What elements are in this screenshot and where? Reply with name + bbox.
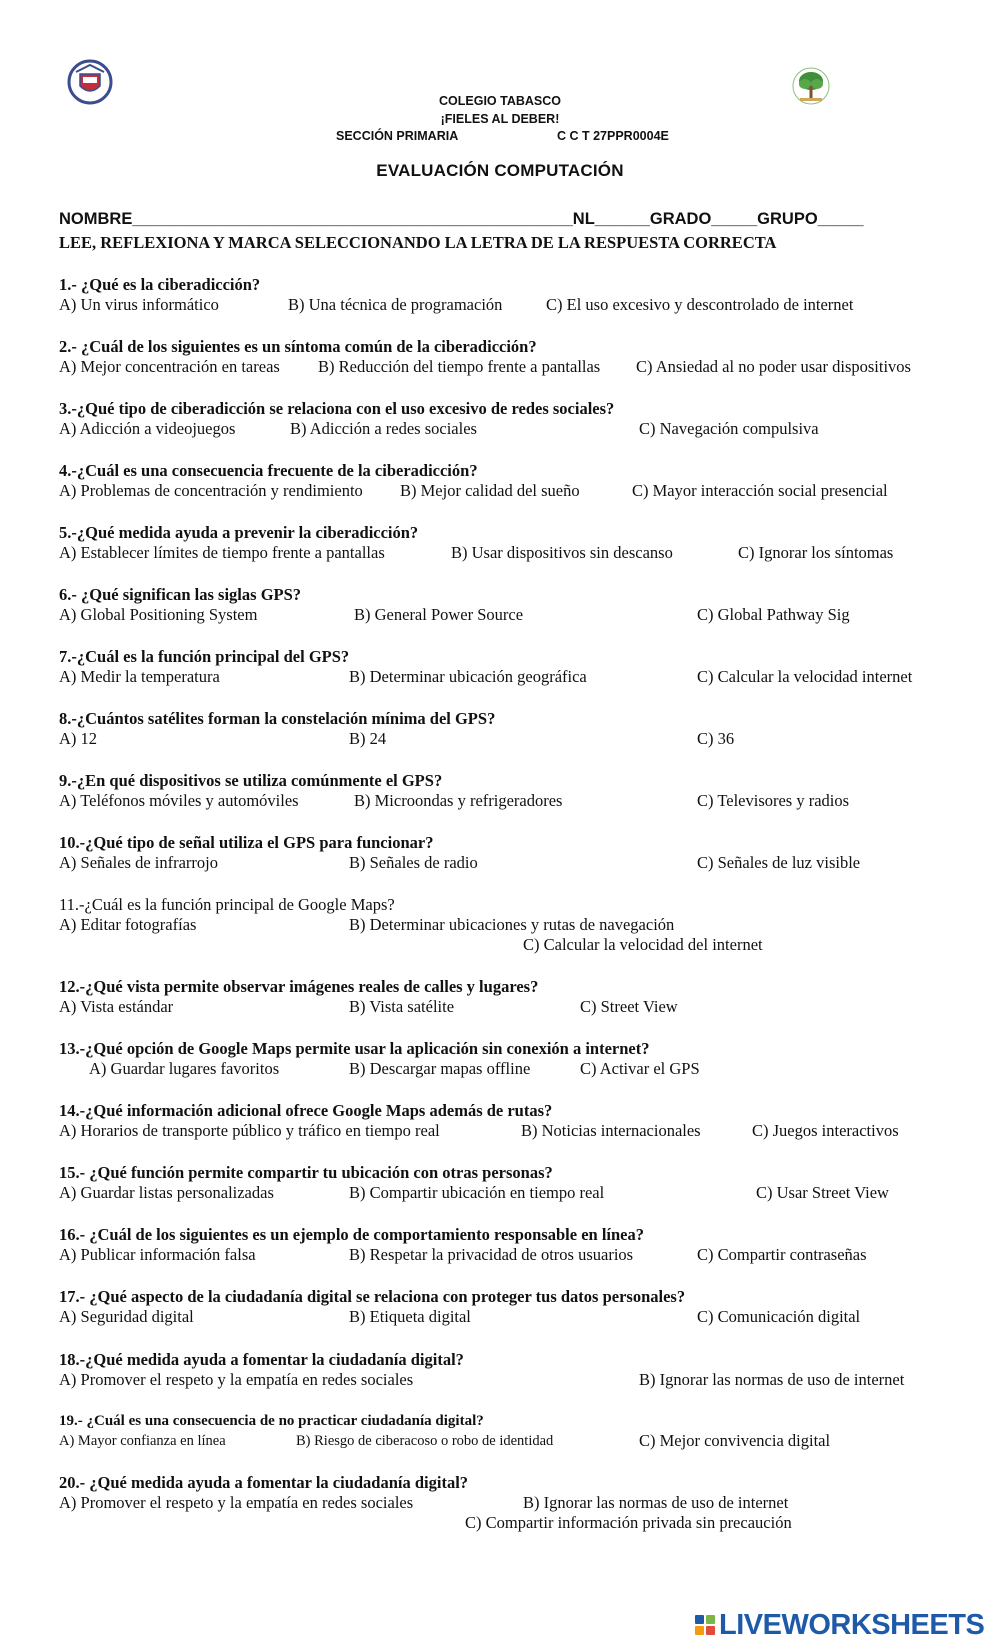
q11-option-b[interactable]: B) Determinar ubicaciones y rutas de navegación (349, 915, 675, 934)
section-name: SECCIÓN PRIMARIA (336, 129, 459, 143)
q14-option-b[interactable]: B) Noticias internacionales (521, 1121, 701, 1140)
q19-option-a[interactable]: A) Mayor confianza en línea (59, 1433, 226, 1449)
question-1: 1.- ¿Qué es la ciberadicción? (59, 275, 261, 294)
q12-option-a[interactable]: A) Vista estándar (59, 997, 174, 1016)
q3-option-b[interactable]: B) Adicción a redes sociales (290, 419, 477, 438)
question-19: 19.- ¿Cuál es una consecuencia de no practicar ciudadanía digital? (59, 1413, 484, 1429)
q4-option-b[interactable]: B) Mejor calidad del sueño (400, 481, 580, 500)
q6-option-b[interactable]: B) General Power Source (354, 605, 524, 624)
q4-option-a[interactable]: A) Problemas de concentración y rendimiento (59, 481, 363, 500)
school-motto: ¡FIELES AL DEBER! (440, 112, 560, 126)
q1-option-b[interactable]: B) Una técnica de programación (288, 295, 503, 314)
question-14: 14.-¿Qué información adicional ofrece Google Maps además de rutas? (59, 1101, 553, 1120)
q15-option-c[interactable]: C) Usar Street View (756, 1183, 889, 1202)
question-5: 5.-¿Qué medida ayuda a prevenir la ciberadicción? (59, 523, 419, 542)
question-4: 4.-¿Cuál es una consecuencia frecuente de la ciberadicción? (59, 461, 478, 480)
q16-option-c[interactable]: C) Compartir contraseñas (697, 1245, 867, 1264)
question-6: 6.- ¿Qué significan las siglas GPS? (59, 585, 302, 604)
q3-option-a[interactable]: A) Adicción a videojuegos (59, 419, 236, 438)
q12-option-b[interactable]: B) Vista satélite (349, 997, 455, 1016)
q14-option-c[interactable]: C) Juegos interactivos (752, 1121, 899, 1140)
question-13: 13.-¿Qué opción de Google Maps permite usar la aplicación sin conexión a internet? (59, 1039, 650, 1058)
q13-option-b[interactable]: B) Descargar mapas offline (349, 1059, 531, 1078)
q18-option-b[interactable]: B) Ignorar las normas de uso de internet (639, 1370, 905, 1389)
q9-option-c[interactable]: C) Televisores y radios (697, 791, 850, 810)
q11-option-a[interactable]: A) Editar fotografías (59, 915, 197, 934)
q20-option-b[interactable]: B) Ignorar las normas de uso de internet (523, 1493, 789, 1512)
q20-option-c[interactable]: C) Compartir información privada sin precaución (465, 1513, 792, 1532)
q13-option-a[interactable]: A) Guardar lugares favoritos (89, 1059, 280, 1078)
question-7: 7.-¿Cuál es la función principal del GPS? (59, 647, 350, 666)
q17-option-c[interactable]: C) Comunicación digital (697, 1307, 861, 1326)
q6-option-c[interactable]: C) Global Pathway Sig (697, 605, 850, 624)
question-18: 18.-¿Qué medida ayuda a fomentar la ciudadanía digital? (59, 1350, 464, 1369)
q7-option-b[interactable]: B) Determinar ubicación geográfica (349, 667, 587, 686)
q11-option-c[interactable]: C) Calcular la velocidad del internet (523, 935, 763, 954)
q8-option-a[interactable]: A) 12 (59, 729, 98, 748)
q2-option-a[interactable]: A) Mejor concentración en tareas (59, 357, 280, 376)
liveworksheets-logo[interactable] (695, 1607, 984, 1643)
q13-option-c[interactable]: C) Activar el GPS (580, 1059, 700, 1078)
question-12: 12.-¿Qué vista permite observar imágenes reales de calles y lugares? (59, 977, 539, 996)
q2-option-c[interactable]: C) Ansiedad al no poder usar dispositivos (636, 357, 911, 376)
q4-option-c[interactable]: C) Mayor interacción social presencial (632, 481, 888, 500)
q10-option-a[interactable]: A) Señales de infrarrojo (59, 853, 218, 872)
q6-option-a[interactable]: A) Global Positioning System (59, 605, 258, 624)
question-8: 8.-¿Cuántos satélites forman la constelación mínima del GPS? (59, 709, 496, 728)
q16-option-b[interactable]: B) Respetar la privacidad de otros usuarios (349, 1245, 634, 1264)
q10-option-b[interactable]: B) Señales de radio (349, 853, 478, 872)
q5-option-c[interactable]: C) Ignorar los síntomas (738, 543, 894, 562)
q7-option-a[interactable]: A) Medir la temperatura (59, 667, 220, 686)
q9-option-a[interactable]: A) Teléfonos móviles y automóviles (59, 791, 299, 810)
q8-option-c[interactable]: C) 36 (697, 729, 735, 748)
q16-option-a[interactable]: A) Publicar información falsa (59, 1245, 256, 1264)
q8-option-b[interactable]: B) 24 (349, 729, 387, 748)
page-title: EVALUACIÓN COMPUTACIÓN (376, 161, 624, 180)
student-fields: NOMBRE________________________________________________NL______GRADO_____GRUPO_____ (59, 210, 864, 228)
q5-option-b[interactable]: B) Usar dispositivos sin descanso (451, 543, 673, 562)
q1-option-c[interactable]: C) El uso excesivo y descontrolado de internet (546, 295, 854, 314)
q14-option-a[interactable]: A) Horarios de transporte público y tráfico en tiempo real (59, 1121, 440, 1140)
q20-option-a[interactable]: A) Promover el respeto y la empatía en redes sociales (59, 1493, 414, 1512)
q18-option-a[interactable]: A) Promover el respeto y la empatía en redes sociales (59, 1370, 414, 1389)
liveworksheets-wordmark: LIVEWORKSHEETS (719, 1608, 985, 1641)
q10-option-c[interactable]: C) Señales de luz visible (697, 853, 861, 872)
q17-option-b[interactable]: B) Etiqueta digital (349, 1307, 471, 1326)
question-20: 20.- ¿Qué medida ayuda a fomentar la ciudadanía digital? (59, 1473, 469, 1492)
q19-option-b[interactable]: B) Riesgo de ciberacoso o robo de identidad (296, 1433, 554, 1449)
instructions: LEE, REFLEXIONA Y MARCA SELECCIONANDO LA LETRA DE LA RESPUESTA CORRECTA (59, 233, 777, 252)
q15-option-a[interactable]: A) Guardar listas personalizadas (59, 1183, 274, 1202)
question-17: 17.- ¿Qué aspecto de la ciudadanía digital se relaciona con proteger tus datos personales? (59, 1287, 686, 1306)
question-11: 11.-¿Cuál es la función principal de Google Maps? (59, 895, 395, 914)
question-3: 3.-¿Qué tipo de ciberadicción se relaciona con el uso excesivo de redes sociales? (59, 399, 615, 418)
q5-option-a[interactable]: A) Establecer límites de tiempo frente a pantallas (59, 543, 385, 562)
q12-option-c[interactable]: C) Street View (580, 997, 678, 1016)
school-name: COLEGIO TABASCO (439, 94, 561, 108)
question-9: 9.-¿En qué dispositivos se utiliza comúnmente el GPS? (59, 771, 443, 790)
q2-option-b[interactable]: B) Reducción del tiempo frente a pantallas (318, 357, 601, 376)
question-16: 16.- ¿Cuál de los siguientes es un ejemplo de comportamiento responsable en línea? (59, 1225, 644, 1244)
q19-option-c[interactable]: C) Mejor convivencia digital (639, 1431, 831, 1450)
question-2: 2.- ¿Cuál de los siguientes es un síntoma común de la ciberadicción? (59, 337, 537, 356)
q9-option-b[interactable]: B) Microondas y refrigeradores (354, 791, 563, 810)
q3-option-c[interactable]: C) Navegación compulsiva (639, 419, 819, 438)
q1-option-a[interactable]: A) Un virus informático (59, 295, 219, 314)
cct-code: C C T 27PPR0004E (557, 129, 669, 143)
liveworksheets-blocks-icon (695, 1615, 715, 1635)
q15-option-b[interactable]: B) Compartir ubicación en tiempo real (349, 1183, 605, 1202)
q7-option-c[interactable]: C) Calcular la velocidad internet (697, 667, 913, 686)
question-15: 15.- ¿Qué función permite compartir tu ubicación con otras personas? (59, 1163, 553, 1182)
question-10: 10.-¿Qué tipo de señal utiliza el GPS para funcionar? (59, 833, 434, 852)
q17-option-a[interactable]: A) Seguridad digital (59, 1307, 194, 1326)
